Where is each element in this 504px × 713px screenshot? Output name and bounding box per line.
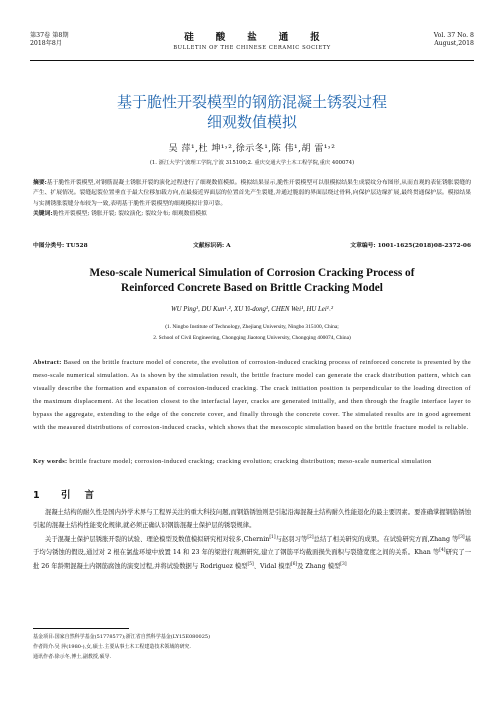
paper-title-cn [30,92,474,132]
section-heading-introduction [33,487,108,501]
title-cn-line1: 基于脆性开裂模型的钢筋混凝土锈裂过程 [116,93,387,111]
header-divider [30,60,474,61]
authors-en: WU Ping¹, DU Kun¹˒², XU Yi-dong¹, CHEN Wei¹, HU Lei¹˒² [170,306,334,313]
keywords-en [33,455,471,468]
journal-name [30,32,474,52]
abstract-cn-text: 基于脆性开裂模型,对钢筋混凝土锈胀开裂的演化过程进行了细观数值模拟。模拟结果显示,脆性开裂模型可以很模拟结果生成裂纹分布图形,从而直观的表征锈胀裂缝的产生、扩展情况。裂缝起裂位置垂直于最大位移加载方向,在最接近界面层的位置首先产生裂缝,并通过脆弱的界面层绕过骨料,向保护层边缘扩展,最终贯通保护层。模拟结果与实测锈胀裂缝分布较为一致,表明基于脆性开裂模型的细观模拟计算可靠。 [33,180,472,207]
footnote-author-bio: 作者简介:吴 萍(1980-),女,硕士.主要从事土木工程建造技术领域的研究. [33,644,191,650]
abstract-en-text: Based on the brittle fracture model of concrete, the evolution of corrosion-induced cracking process of reinforced concrete is presented by the meso-scale numerical simulation. As is shown by the simulation result, the brittle fracture model can generate the crack distribution pattern, which can visually describe the formation and expansion of corrosion-induced cracking. The crack initiation position is perpendicular to the loading direction of the maximum displacement. At the location closest to the interfacial layer, cracks are generated initially, and then through the fragile interface layer to bypass the aggregate, extending to the edge of the concrete cover, and finally through the concrete cover. The simulated results are in good agreement with the measured distributions of corrosion-induced cracks, which shows that the mesoscopic simulation based on the brittle fracture model is reliable. [33,359,471,431]
keywords-cn-label: 关键词: [33,210,53,217]
section-number: 1 [33,490,40,501]
affiliations-en [30,322,474,344]
title-en-line2: Reinforced Concrete Based on Brittle Cracking Model [121,282,383,294]
section-title: 引言 [61,490,109,501]
intro-paragraph-2: 关于混凝土保护层锈胀开裂的试验、理论模型及数值模拟研究相对较多,Chernin[1]与赵羽习等[2]总结了相关研究的成果。在试验研究方面,Zhang 等[3]基于均匀锈蚀的假设,通过对 2 根在氯盐环境中放置 14 和 23 年的梁进行观测研究,建立了钢筋平均截面损失面积与裂缝宽度之间的关系。Khan 等[4]研究了一批 26 年龄期混凝土内钢筋腐蚀的演变过程,并将试验数据与 Rodriguez 模型[5]、Vidal 模型[6]及 Zhang 模型[3] [33,534,472,570]
volume-cn: 第37卷 第8期 [30,32,69,39]
volume-en: Vol. 37 No. 8 [433,32,474,39]
abstract-cn [33,178,471,219]
citation-ref[interactable]: [6] [290,561,298,567]
footnotes [33,632,471,662]
affiliation-en-1: (1. Ningbo Institute of Technology, Zhejiang University, Ningbo 315100, China; [165,324,339,330]
journal-name-cn: 硅酸盐通报 [184,32,342,43]
keywords-en-label: Key words: [33,458,68,465]
journal-header [30,32,474,58]
abstract-cn-label: 摘要: [33,180,47,186]
abstract-en [33,356,471,434]
keywords-en-text: brittle fracture model; corrosion-induced cracking; cracking evolution; cracking distribution; meso-scale numerical simulation [69,458,432,465]
footnote-divider [33,628,129,629]
citation-ref[interactable]: [1] [269,534,276,540]
citation-ref[interactable]: [2] [307,534,314,540]
intro-paragraph-1: 混凝土结构的耐久性是国内外学术界与工程界关注的重大科技问题,而钢筋锈蚀则是引起沿海混凝土结构耐久性能退化的最主要因素。要准确掌握钢筋锈蚀引起的混凝土结构性能变化规律,就必须正确认识钢筋混凝土保护层的锈裂规律。 [33,509,471,530]
journal-name-en: BULLETIN OF THE CHINESE CERAMIC SOCIETY [173,45,331,51]
footnote-corresponding-author: 通讯作者:徐示冬,博士,副教授,硕导. [33,654,112,660]
clc-number: 中图分类号: TU528 [33,243,88,249]
paper-title-en [30,266,474,296]
affiliations-cn: (1. 浙江大学宁波理工学院,宁波 315100;2. 重庆交通大学土木工程学院,重庆 400074) [149,160,355,166]
date-en: August,2018 [434,40,474,47]
citation-ref[interactable]: [4] [439,548,446,554]
volume-issue-en [434,32,474,48]
keywords-cn-text: 脆性开裂模型; 锈胀开裂; 裂纹演化; 裂纹分布; 细观数值模拟 [52,210,207,217]
title-cn-line2: 细观数值模拟 [206,113,297,131]
abstract-en-label: Abstract: [33,359,62,366]
document-code: 文献标识码: A [193,243,231,249]
date-cn: 2018年8月 [30,40,63,47]
introduction-body [33,506,471,573]
authors-cn: 吴 萍¹,杜 坤¹˒²,徐示冬¹,陈 伟¹,胡 雷¹˒² [168,144,336,154]
article-number: 文章编号: 1001-1625(2018)08-2372-06 [350,243,471,249]
citation-ref[interactable]: [5] [247,561,254,567]
affiliation-en-2: 2. School of Civil Engineering, Chongqing Jiaotong University, Chongqing 400074, China) [153,335,351,341]
title-en-line1: Meso-scale Numerical Simulation of Corrosion Cracking Process of [89,267,415,279]
citation-ref[interactable]: [3] [458,534,465,540]
citation-ref[interactable]: [3] [340,561,347,567]
footnote-funding: 基金项目:国家自然科学基金(51778577);浙江省自然科学基金(LY15E080025) [33,634,211,640]
